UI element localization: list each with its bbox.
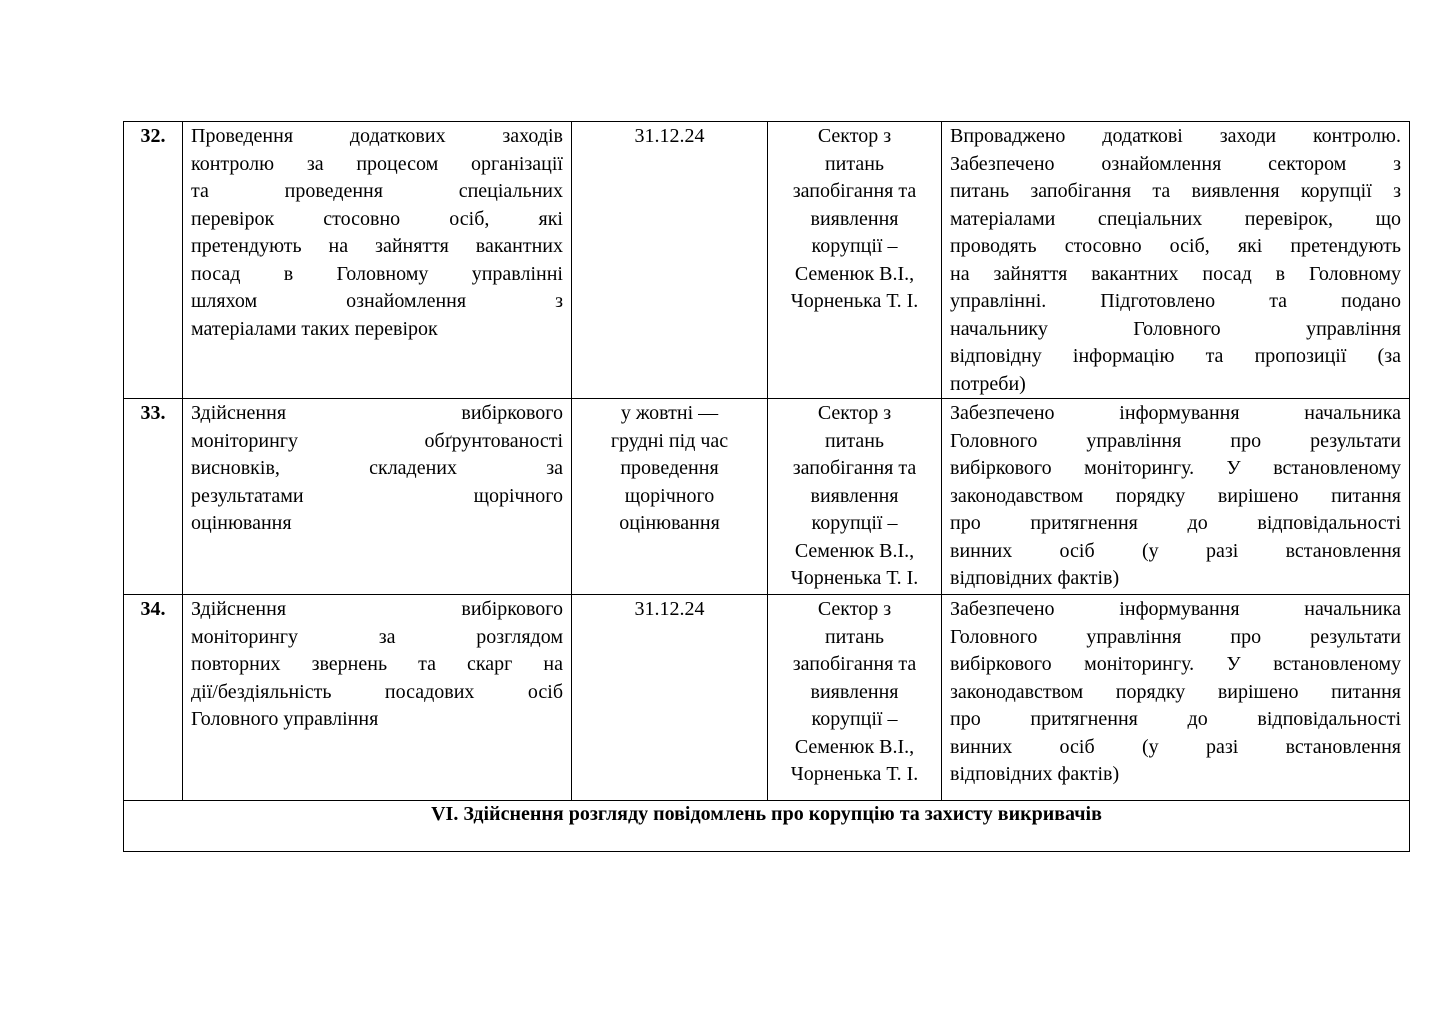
text-line: результатами щорічного (191, 484, 563, 507)
text-line: Забезпечено інформування начальника (950, 598, 1401, 620)
text-line: запобігання та (792, 180, 917, 202)
text-line: контролю за процесом організації (191, 152, 563, 175)
text-line: Семенюк В.І., (794, 735, 915, 758)
text-line: запобігання та (792, 653, 917, 675)
text-line: у жовтні — (620, 402, 719, 424)
text-line: запобігання та (792, 457, 917, 479)
text-line: Сектор з (817, 125, 892, 147)
text-line: про притягнення до відповідальності (950, 512, 1401, 534)
text-line: перевірок стосовно осіб, які (191, 207, 563, 230)
section-heading: VI. Здійснення розгляду повідомлень про корупцію та захисту викривачів (124, 801, 1410, 852)
measures-table (123, 121, 1410, 852)
text-line: Чорненька Т. І. (790, 763, 919, 785)
text-line: питань (824, 429, 885, 452)
text-line: вибіркового моніторингу. У встановленому (950, 457, 1401, 479)
deadline-cell (572, 122, 768, 399)
text-line: винних осіб (у разі встановлення (950, 735, 1401, 758)
text-line: на зайняття вакантних посад в Головному (950, 262, 1401, 285)
text-line: законодавством порядку вирішено питання (950, 484, 1401, 507)
text-line: моніторингу обґрунтованості (191, 429, 563, 452)
text-line: Проведення додаткових заходів (191, 125, 563, 147)
text-line: потреби) (950, 372, 1026, 395)
text-line: виявлення (810, 207, 899, 230)
text-line: та проведення спеціальних (191, 180, 563, 202)
text-line: питань (824, 152, 885, 175)
text-line: проведення (620, 457, 719, 479)
table-row (124, 399, 1410, 595)
text-line: претендують на зайняття вакантних (191, 235, 563, 257)
text-line: Семенюк В.І., (794, 262, 915, 285)
section-heading-row (124, 801, 1410, 852)
row-number: 34. (124, 595, 183, 801)
text-line: оцінювання (191, 512, 292, 534)
text-line: проводять стосовно осіб, які претендують (950, 235, 1401, 257)
text-line: Головного управління про результати (950, 625, 1401, 648)
result-cell (942, 122, 1410, 399)
text-line: Семенюк В.І., (794, 539, 915, 562)
text-line: Головного управління (191, 708, 379, 730)
text-line: моніторингу за розглядом (191, 625, 563, 648)
text-line: винних осіб (у разі встановлення (950, 539, 1401, 562)
table-row (124, 595, 1410, 801)
text-line: грудні під час (610, 429, 729, 452)
text-line: щорічного (624, 484, 715, 507)
table-row (124, 122, 1410, 399)
row-number: 32. (124, 122, 183, 399)
text-line: дії/бездіяльність посадових осіб (191, 680, 563, 703)
responsible-cell (768, 399, 942, 595)
responsible-cell (768, 122, 942, 399)
text-line: вибіркового моніторингу. У встановленому (950, 653, 1401, 675)
text-line: Сектор з (817, 402, 892, 424)
text-line: Впроваджено додаткові заходи контролю. (950, 125, 1401, 147)
text-line: висновків, складених за (191, 457, 563, 479)
deadline-cell (572, 595, 768, 801)
measure-cell (183, 595, 572, 801)
measure-cell (183, 122, 572, 399)
text-line: відповідних фактів) (950, 763, 1120, 785)
deadline-cell (572, 399, 768, 595)
text-line: посад в Головному управлінні (191, 262, 563, 285)
measure-cell (183, 399, 572, 595)
result-cell (942, 399, 1410, 595)
text-line: корупції – (811, 235, 898, 257)
text-line: Головного управління про результати (950, 429, 1401, 452)
text-line: оцінювання (619, 512, 720, 534)
text-line: відповідних фактів) (950, 567, 1120, 589)
text-line: законодавством порядку вирішено питання (950, 680, 1401, 703)
text-line: повторних звернень та скарг на (191, 653, 563, 675)
text-line: питань запобігання та виявлення корупції з (950, 180, 1401, 202)
text-line: Забезпечено інформування начальника (950, 402, 1401, 424)
text-line: корупції – (811, 708, 898, 730)
text-line: матеріалами спеціальних перевірок, що (950, 207, 1401, 230)
responsible-cell (768, 595, 942, 801)
text-line: управлінні. Підготовлено та подано (950, 290, 1401, 312)
text-line: про притягнення до відповідальності (950, 708, 1401, 730)
text-line: Чорненька Т. І. (790, 290, 919, 312)
text-line: 31.12.24 (634, 598, 705, 620)
text-line: виявлення (810, 680, 899, 703)
text-line: шляхом ознайомлення з (191, 290, 563, 312)
text-line: Забезпечено ознайомлення сектором з (950, 152, 1401, 175)
text-line: відповідну інформацію та пропозиції (за (950, 345, 1401, 367)
row-number: 33. (124, 399, 183, 595)
text-line: корупції – (811, 512, 898, 534)
text-line: виявлення (810, 484, 899, 507)
text-line: Сектор з (817, 598, 892, 620)
text-line: 31.12.24 (634, 125, 705, 147)
text-line: матеріалами таких перевірок (191, 317, 438, 340)
text-line: Чорненька Т. І. (790, 567, 919, 589)
text-line: питань (824, 625, 885, 648)
text-line: Здійснення вибіркового (191, 402, 563, 424)
result-cell (942, 595, 1410, 801)
text-line: Здійснення вибіркового (191, 598, 563, 620)
text-line: начальнику Головного управління (950, 317, 1401, 340)
